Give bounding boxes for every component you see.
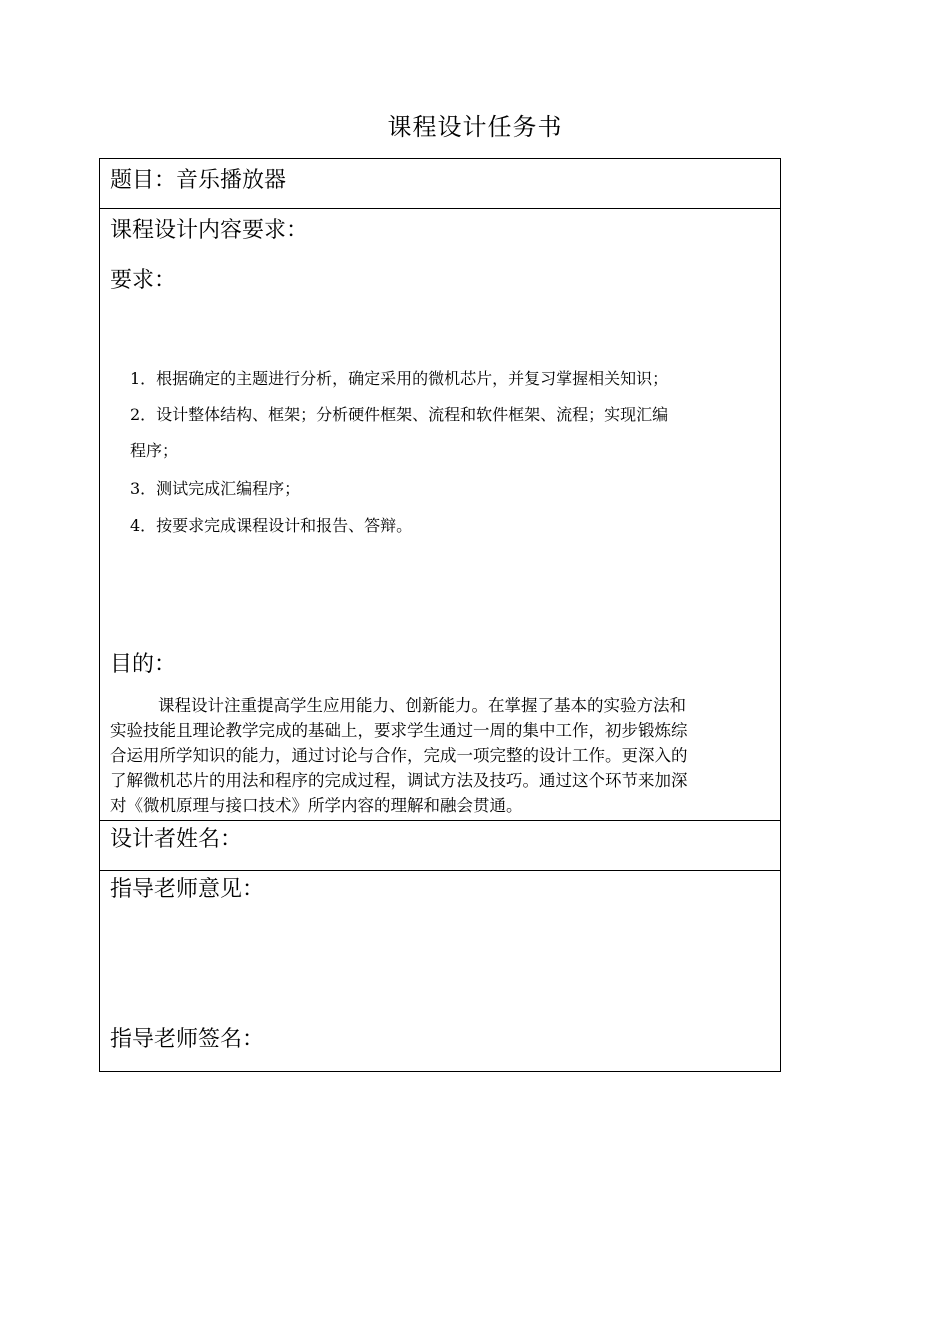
designer-name-label: 设计者姓名： [110,827,243,852]
topic-label: 题目：音乐播放器 [110,168,287,193]
requirement-item-2: 2．设计整体结构、框架；分析硬件框架、流程和软件框架、流程；实现汇编 [130,405,669,424]
purpose-heading: 目的： [110,652,177,677]
advisor-row [100,871,780,1071]
purpose-line: 实验技能且理论教学完成的基础上，要求学生通过一周的集中工作，初步锻炼综 [110,721,688,740]
designer-row [100,821,780,871]
advisor-signature-label: 指导老师签名： [110,1027,265,1052]
purpose-line: 课程设计注重提高学生应用能力、创新能力。在掌握了基本的实验方法和 [158,696,686,715]
advisor-opinion-label: 指导老师意见： [110,877,265,902]
task-table [99,158,781,1072]
requirement-item-1: 1．根据确定的主题进行分析，确定采用的微机芯片，并复习掌握相关知识； [130,369,669,388]
requirements-heading: 要求： [110,268,177,293]
document-title: 课程设计任务书 [387,113,563,141]
purpose-paragraph [110,693,775,818]
topic-row [100,159,780,209]
purpose-line: 合运用所学知识的能力，通过讨论与合作，完成一项完整的设计工作。更深入的 [110,746,688,765]
content-requirements-row [100,209,780,821]
purpose-line: 了解微机芯片的用法和程序的完成过程，调试方法及技巧。通过这个环节来加深 [110,771,688,790]
content-heading: 课程设计内容要求： [110,218,309,243]
requirement-item-3: 3．测试完成汇编程序； [130,479,301,498]
purpose-line: 对《微机原理与接口技术》所学内容的理解和融会贯通。 [110,796,523,815]
requirement-item-2-continued: 程序； [130,441,179,460]
requirement-item-4: 4．按要求完成课程设计和报告、答辩。 [130,516,413,535]
